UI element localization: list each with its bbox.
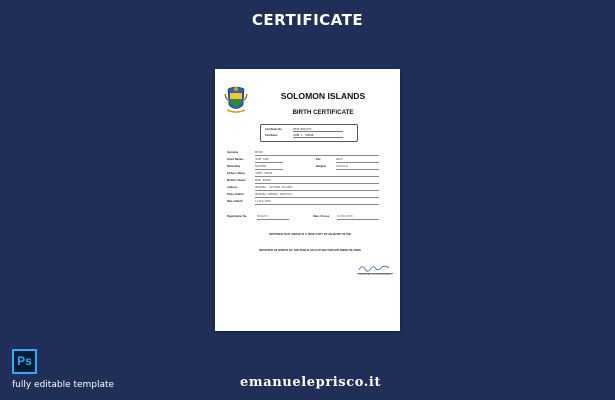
field-value: SOLOMON (255, 165, 283, 170)
registration-no-field (227, 215, 289, 220)
field-label: Father's Name (227, 172, 245, 175)
mothers-name-field (227, 179, 379, 184)
sex-field (316, 158, 379, 163)
signature-mark (357, 263, 391, 273)
fathers-name-field (227, 172, 379, 177)
document-type-title: BIRTH CERTIFICATE (292, 109, 354, 116)
field-value: ERSON (255, 151, 379, 156)
field-label: Date of Issue (313, 215, 330, 218)
nationality-field (227, 165, 283, 170)
field-label: Registration No. (227, 215, 248, 218)
certification-statement-line: REGISTER OF BIRTHS OF THE PUBLIC HEALTH SECTION SOLOMON ISLANDS (259, 249, 361, 252)
reference-value: JOHN C. ERSON (293, 134, 343, 138)
reference-label: Full Name (265, 134, 278, 137)
place-of-birth-field (227, 193, 379, 198)
religion-field (316, 165, 379, 170)
address-field (227, 186, 379, 191)
template-note: fully editable template (12, 380, 115, 390)
field-value: HONIARA, SOLOMON ISLANDS (255, 186, 379, 191)
certificate-document (215, 69, 400, 331)
date-of-birth-field (227, 200, 379, 205)
reference-row (265, 128, 353, 132)
reference-label: Certificate No. (265, 128, 283, 131)
field-label: Address (227, 186, 238, 189)
field-label: Mother's Name (227, 179, 246, 182)
field-label: Surname (227, 151, 239, 154)
reference-row (265, 134, 353, 138)
field-value: JAMES ERSON (255, 172, 379, 177)
field-value: 0041271 (257, 215, 289, 220)
reference-value: 2019/0041271 (293, 128, 343, 132)
field-label: Given Names (227, 158, 244, 161)
surname-field (227, 151, 379, 156)
field-value: MALE (336, 158, 379, 163)
page-heading: CERTIFICATE (251, 11, 364, 29)
date-of-issue-field (313, 215, 379, 220)
field-value: HONIARA GENERAL HOSPITAL (255, 193, 379, 198)
country-title: SOLOMON ISLANDS (280, 91, 366, 101)
field-label: Nationality (227, 165, 241, 168)
certification-statement-line: CERTIFIED THAT ABOVE IS A TRUE COPY OF AN ENTRY IN THE (268, 233, 352, 236)
site-url: emanueleprisco.it (240, 375, 382, 390)
field-value: 15/06/2019 (337, 215, 379, 220)
photoshop-badge-icon: Ps (12, 349, 37, 374)
field-value: 12/03/1990 (255, 200, 379, 205)
field-label: Date of Birth (227, 200, 243, 203)
field-label: Religion (316, 165, 327, 168)
field-value: MARY ERSON (255, 179, 379, 184)
signature-caption: REGISTRAR, SOLOMON ISLANDS (358, 274, 392, 276)
given-names-field (227, 158, 283, 163)
field-value: JOHN CARL (255, 158, 283, 163)
coat-of-arms-icon (224, 85, 248, 115)
field-label: Sex (316, 158, 321, 161)
field-label: Place of Birth (227, 193, 244, 196)
reference-box (260, 124, 358, 142)
field-value: CATHOLIC (336, 165, 379, 170)
